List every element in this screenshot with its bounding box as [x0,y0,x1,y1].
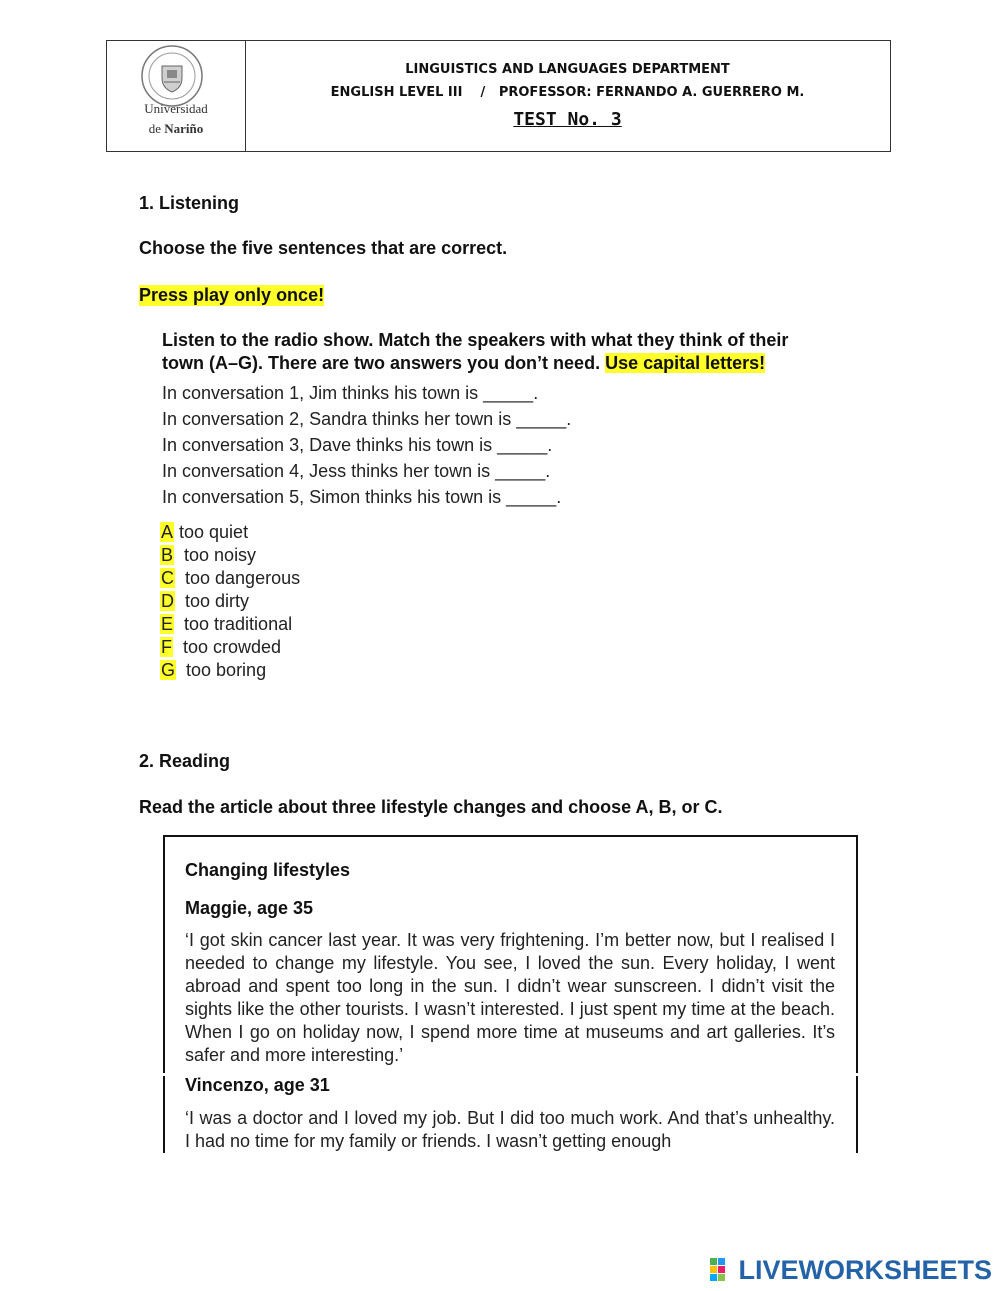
reading-instruction: Read the article about three lifestyle changes and choose A, B, or C. [139,797,723,817]
option-d [160,591,249,612]
listening-heading: 1. Listening [139,193,240,213]
option-letter: D [161,591,174,611]
person2-name: Vincenzo, age 31 [185,1075,330,1095]
option-a [160,522,248,543]
option-e [160,614,292,635]
option-g [160,660,266,681]
sentence-3: In conversation 3, Dave thinks his town is _____. [162,435,553,455]
option-text: too dirty [175,591,250,611]
liveworksheets-grid-icon [710,1258,734,1282]
listening-instruction: Choose the five sentences that are correct. [139,238,508,258]
sentence-1: In conversation 1, Jim thinks his town is _____. [162,383,539,403]
option-text: too quiet [174,522,249,542]
university-logo [107,41,246,151]
option-c [160,568,300,589]
course-professor-line: ENGLISH LEVEL III / PROFESSOR: FERNANDO A. GUERRERO M. [330,85,805,100]
test-title: TEST No. 3 [513,109,622,130]
option-text: too noisy [174,545,257,565]
person1-text: ‘I got skin cancer last year. It was very frightening. I’m better now, but I realised I needed to change my lifestyle. You see, I loved the sun. Every holiday, I went abroad and spent too long in the sun. I didn’t wear sunscreen. I didn’t visit the sights like the other tourists. I wasn’t interested. I just spent my time at the beach. When I go on holiday now, I spend more time at museums and art galleries. It’s safer and more interesting.’ [185,930,835,1065]
sentence-4: In conversation 4, Jess thinks her town is _____. [162,461,551,481]
option-text: too dangerous [175,568,301,588]
liveworksheets-wordmark: LIVEWORKSHEETS [738,1254,992,1285]
option-letter: B [161,545,174,565]
option-letter: F [161,637,172,657]
reading-heading: 2. Reading [139,751,231,771]
option-text: too traditional [174,614,293,634]
option-text: too boring [176,660,267,680]
sentence-2: In conversation 2, Sandra thinks her town is _____. [162,409,572,429]
person2-text: ‘I was a doctor and I loved my job. But I did too much work. And that’s unhealthy. I had no time for my family or friends. I wasn’t getting enough [185,1108,835,1151]
option-letter: G [161,660,176,680]
person1-name: Maggie, age 35 [185,898,314,918]
department-title: LINGUISTICS AND LANGUAGES DEPARTMENT [405,62,730,77]
header-box [106,40,891,152]
university-name-line2: de Nariño [148,121,204,136]
sentence-5: In conversation 5, Simon thinks his town is _____. [162,487,562,507]
option-f [160,637,281,658]
capital-letters-note: Use capital letters! [605,353,766,373]
university-seal-icon [140,44,204,108]
article-title: Changing lifestyles [185,860,351,880]
liveworksheets-logo [710,1253,992,1287]
option-letter: A [161,522,174,542]
play-once-warning: Press play only once! [139,285,325,305]
option-b [160,545,256,566]
university-name-line1: Universidad [144,101,208,116]
option-letter: E [161,614,174,634]
task-instruction-line2: town (A–G). There are two answers you don’t need. Use capital letters! [162,353,766,373]
option-text: too crowded [173,637,282,657]
task-instruction-line1: Listen to the radio show. Match the speakers with what they think of their [162,330,789,350]
option-letter: C [161,568,174,588]
